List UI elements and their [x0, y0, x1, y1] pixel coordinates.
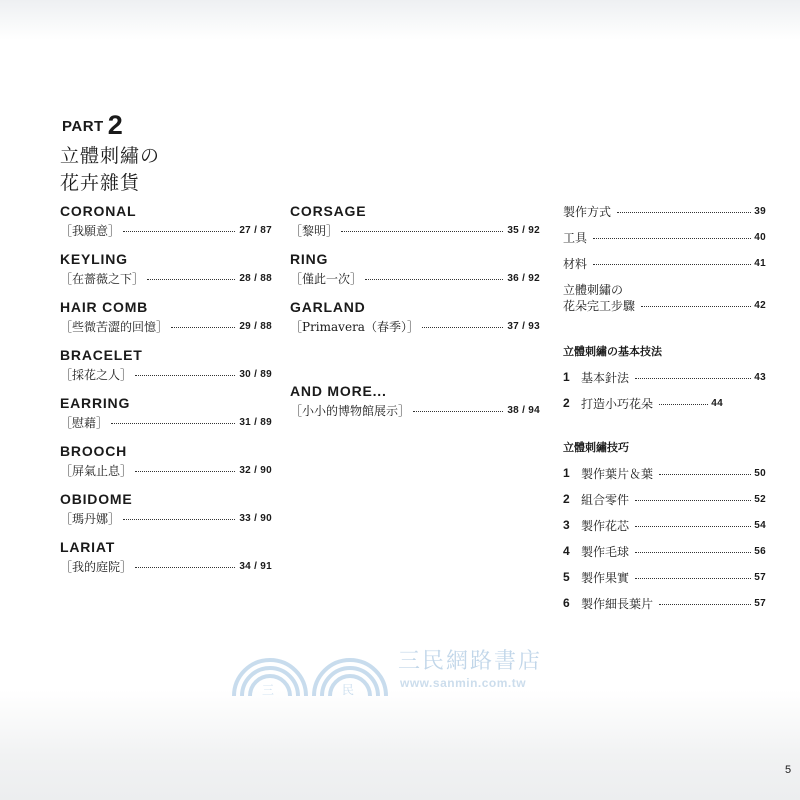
toc-finishing-steps[interactable]: [563, 281, 766, 313]
entry-title: OBIDOME: [60, 491, 133, 507]
entry-subtitle: ［我的庭院］: [60, 559, 133, 574]
toc-entry[interactable]: [290, 203, 540, 251]
entry-subtitle: ［慰藉］: [60, 415, 109, 430]
item-label: 組合零件: [581, 492, 630, 507]
entry-pages: 35 / 92: [507, 224, 540, 236]
watermark-arc-char: 三: [262, 683, 275, 697]
toc-technique-item[interactable]: [563, 491, 766, 507]
item-number: 1: [563, 370, 570, 384]
toc-technique-item[interactable]: [563, 395, 723, 411]
item-number: 1: [563, 466, 570, 480]
toc-technique-item[interactable]: [563, 517, 766, 533]
entry-subtitle: ［Primavera（春季）］: [290, 319, 419, 334]
leader-dots: [635, 552, 751, 553]
item-page: 40: [754, 231, 766, 243]
page-top-shading: [0, 0, 800, 40]
toc-column-3: [563, 203, 766, 621]
section-heading-basic-techniques: 立體刺繡の基本技法: [563, 345, 662, 358]
entry-subtitle: ［黎明］: [290, 223, 339, 238]
part-number: 2: [107, 110, 123, 140]
item-page: 43: [754, 371, 766, 383]
leader-dots: [341, 231, 503, 232]
entry-subtitle: ［小小的博物館展示］: [290, 403, 411, 418]
item-label: 製作花芯: [581, 518, 630, 533]
leader-dots: [659, 474, 751, 475]
entry-title: EARRING: [60, 395, 131, 411]
part-title-line: 花卉雜貨: [60, 172, 141, 194]
item-number: 3: [563, 518, 570, 532]
leader-dots: [593, 238, 751, 239]
entry-subtitle: ［屏氣止息］: [60, 463, 133, 478]
leader-dots: [147, 279, 235, 280]
entry-pages: 30 / 89: [239, 368, 272, 380]
entry-pages: 32 / 90: [239, 464, 272, 476]
toc-technique-item[interactable]: [563, 569, 766, 585]
item-page: 42: [754, 299, 766, 311]
entry-title: CORONAL: [60, 203, 137, 219]
toc-basic-item[interactable]: [563, 229, 766, 245]
entry-subtitle: ［在薔薇之下］: [60, 271, 145, 286]
item-label: 工具: [563, 230, 588, 245]
leader-dots: [635, 578, 751, 579]
entry-pages: 38 / 94: [507, 404, 540, 416]
item-label: 製作果實: [581, 570, 630, 585]
toc-technique-item[interactable]: [563, 595, 766, 611]
leader-dots: [593, 264, 751, 265]
entry-subtitle: ［採花之人］: [60, 367, 133, 382]
entry-title: BRACELET: [60, 347, 143, 363]
entry-subtitle: ［瑪丹娜］: [60, 511, 121, 526]
leader-dots: [111, 423, 235, 424]
entry-subtitle: ［我願意］: [60, 223, 121, 238]
toc-entry[interactable]: [60, 251, 272, 299]
leader-dots: [365, 279, 503, 280]
entry-pages: 29 / 88: [239, 320, 272, 332]
toc-entry[interactable]: [60, 299, 272, 347]
watermark-arc-char: 民: [342, 683, 355, 697]
item-label-line: 花朵完工步驟: [563, 298, 636, 313]
leader-dots: [422, 327, 503, 328]
item-number: 2: [563, 396, 570, 410]
item-page: 56: [754, 545, 766, 557]
item-number: 4: [563, 544, 570, 558]
leader-dots: [659, 604, 751, 605]
entry-title: RING: [290, 251, 329, 267]
item-page: 54: [754, 519, 766, 531]
toc-entry[interactable]: [290, 383, 540, 431]
entry-title: CORSAGE: [290, 203, 367, 219]
leader-dots: [659, 404, 708, 405]
watermark-name: 三民網路書店: [398, 649, 543, 674]
item-label: 製作葉片＆葉: [581, 466, 654, 481]
entry-pages: 36 / 92: [507, 272, 540, 284]
entry-pages: 31 / 89: [239, 416, 272, 428]
entry-title: BROOCH: [60, 443, 128, 459]
leader-dots: [171, 327, 235, 328]
toc-entry[interactable]: [60, 443, 272, 491]
leader-dots: [635, 378, 751, 379]
item-page: 57: [754, 571, 766, 583]
part-heading: [62, 110, 123, 141]
toc-column-2: [290, 203, 540, 431]
entry-pages: 34 / 91: [239, 560, 272, 572]
leader-dots: [135, 567, 235, 568]
item-label: 製作毛球: [581, 544, 630, 559]
leader-dots: [617, 212, 751, 213]
item-label: 製作方式: [563, 204, 612, 219]
toc-entry[interactable]: [60, 491, 272, 539]
toc-column-1: [60, 203, 272, 587]
entry-title: GARLAND: [290, 299, 366, 315]
toc-basic-item[interactable]: [563, 203, 766, 219]
entry-title: AND MORE...: [290, 383, 387, 399]
leader-dots: [635, 526, 751, 527]
toc-entry[interactable]: [60, 395, 272, 443]
item-page: 44: [711, 397, 723, 409]
entry-pages: 27 / 87: [239, 224, 272, 236]
item-label: 打造小巧花朵: [581, 396, 654, 411]
leader-dots: [135, 375, 235, 376]
toc-entry[interactable]: [60, 539, 272, 587]
item-number: 5: [563, 570, 570, 584]
toc-technique-item[interactable]: [563, 465, 766, 481]
entry-pages: 28 / 88: [239, 272, 272, 284]
item-label: 製作細長葉片: [581, 596, 654, 611]
item-label: 材料: [563, 256, 588, 271]
entry-pages: 33 / 90: [239, 512, 272, 524]
toc-technique-item[interactable]: [563, 369, 766, 385]
item-page: 41: [754, 257, 766, 269]
item-page: 50: [754, 467, 766, 479]
watermark-arcs-icon: [228, 640, 393, 700]
entry-subtitle: ［僅此一次］: [290, 271, 363, 286]
leader-dots: [413, 411, 503, 412]
entry-pages: 37 / 93: [507, 320, 540, 332]
toc-entry[interactable]: [290, 299, 540, 347]
item-page: 57: [754, 597, 766, 609]
entry-subtitle: ［些微苦澀的回憶］: [60, 319, 169, 334]
toc-entry[interactable]: [290, 251, 540, 299]
leader-dots: [641, 306, 751, 307]
toc-entry[interactable]: [60, 347, 272, 395]
part-title: [60, 143, 220, 197]
watermark-url: www.sanmin.com.tw: [400, 676, 527, 690]
entry-title: HAIR COMB: [60, 299, 149, 315]
section-heading-techniques: 立體刺繡技巧: [563, 441, 629, 454]
toc-technique-item[interactable]: [563, 543, 766, 559]
item-number: 2: [563, 492, 570, 506]
item-number: 6: [563, 596, 570, 610]
leader-dots: [123, 519, 235, 520]
item-page: 52: [754, 493, 766, 505]
toc-basic-item[interactable]: [563, 255, 766, 271]
part-word: PART: [62, 118, 104, 135]
item-label-line: 立體刺繡の: [563, 283, 624, 297]
page-number: 5: [785, 764, 792, 776]
item-label: 基本針法: [581, 370, 630, 385]
part-title-line: 立體刺繡の: [60, 145, 161, 167]
page-bottom-shading: [0, 690, 800, 800]
leader-dots: [135, 471, 235, 472]
entry-title: LARIAT: [60, 539, 116, 555]
toc-entry[interactable]: [60, 203, 272, 251]
leader-dots: [635, 500, 751, 501]
bookstore-watermark: [228, 640, 588, 700]
leader-dots: [123, 231, 235, 232]
item-page: 39: [754, 205, 766, 217]
entry-title: KEYLING: [60, 251, 128, 267]
